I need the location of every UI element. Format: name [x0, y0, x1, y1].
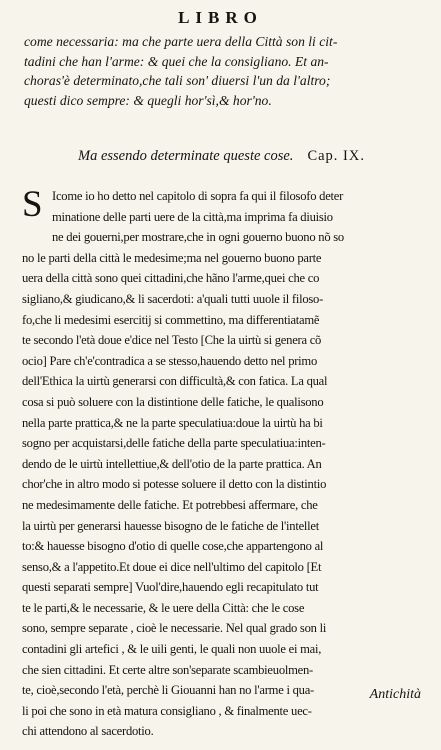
text-line: ne dei gouerni,per mostrare,che in ogni gouerno buono nõ so — [52, 230, 344, 245]
running-head: LIBRO — [178, 8, 263, 27]
text-line: li poi che sono in età matura consigliano , & finalmente uec- — [22, 703, 312, 718]
commentary-paragraph — [22, 186, 428, 742]
text-line: to:& hauesse bisogno d'otio di quelle cose,che appartengono al — [22, 539, 324, 554]
top-paragraph — [24, 32, 428, 110]
text-line: cosa si può soluere con la distintione delle fatiche, le qualisono — [22, 394, 324, 409]
chapter-title: Ma essendo determinate queste cose. — [78, 148, 294, 164]
text-line: la uirtù per generarsi hauesse bisogno de le fatiche de l'intellet — [22, 518, 319, 533]
text-line: minatione delle parti uere de la città,ma imprima fa diuisio — [52, 209, 333, 224]
text-line: sogno per acquistarsi,delle fatiche della parte speculatiua:inten- — [22, 436, 326, 451]
text-line: chi attendono al sacerdotio. — [22, 724, 154, 739]
text-line: chor'che in altro modo si potesse soluere il detto con la distintio — [22, 477, 327, 492]
text-line: no le parti della città le medesime;ma nel gouerno buono parte — [22, 250, 322, 265]
text-line: te le parti,& le necessarie, & le uere della Città: che le cose — [22, 600, 305, 615]
catchword: Antichità — [369, 687, 421, 702]
text-line: te secondo l'età doue e'dice nel Testo [Che la uirtù si genera cõ — [22, 333, 322, 348]
text-line: dell'Ethica la uirtù generarsi con difficultà,& con fatica. La qual — [22, 374, 328, 389]
text-line: fo,che li medesimi esercitij si commettino, ma differentiatamẽ — [22, 312, 320, 327]
text-line: Icome io ho detto nel capitolo di sopra fa qui il filosofo deter — [52, 189, 344, 203]
text-line: nella parte prattica,& ne la parte speculatiua:doue la uirtù ha bi — [22, 415, 323, 430]
text-line: uera della città sono quei cittadini,che hãno l'arme,quei che co — [22, 271, 320, 286]
chapter-number: Cap. IX. — [307, 148, 365, 164]
text-line: sigliano,& giudicano,& li sacerdoti: a'quali tutti uuole il filoso- — [22, 291, 324, 306]
text-line: questi dico sempre: & quegli hor'sì,& hor'no. — [24, 92, 272, 108]
text-line: come necessaria: ma che parte uera della Città son li cit- — [24, 34, 338, 49]
chapter-heading — [78, 148, 365, 165]
text-line: choras'è determinato,che tali son' diuersi l'un da l'altro; — [24, 73, 331, 88]
text-line: ocio] Pare ch'e'contradica a se stesso,hauendo detto nel primo — [22, 353, 318, 368]
text-line: sono, sempre separate , cioè le necessarie. Nel qual grado son li — [22, 621, 327, 636]
text-line: senso,& a l'appetito.Et doue ei dice nell'ultimo del capitolo [Et — [22, 559, 322, 574]
text-line: ne medesimamente delle fatiche. Et potrebbesi affermare, che — [22, 497, 318, 512]
text-line: tadini che han l'arme: & quei che la consigliano. Et an- — [24, 53, 329, 69]
text-line: che sien cittadini. Et certe altre son'separate scambieuolmen- — [22, 662, 313, 677]
drop-cap: S — [22, 184, 43, 225]
text-line: contadini gli artefici , & le uili genti, le quali non uuole ei mai, — [22, 642, 322, 657]
text-line: dendo de le uirtù intellettiue,& dell'otio de la parte prattica. An — [22, 456, 322, 471]
text-line: questi separati sempre] Vuol'dire,hauendo egli recapitulato tut — [22, 580, 319, 595]
text-line: te, cioè,secondo l'età, perchè li Giouanni han no l'arme i qua- — [22, 683, 314, 698]
